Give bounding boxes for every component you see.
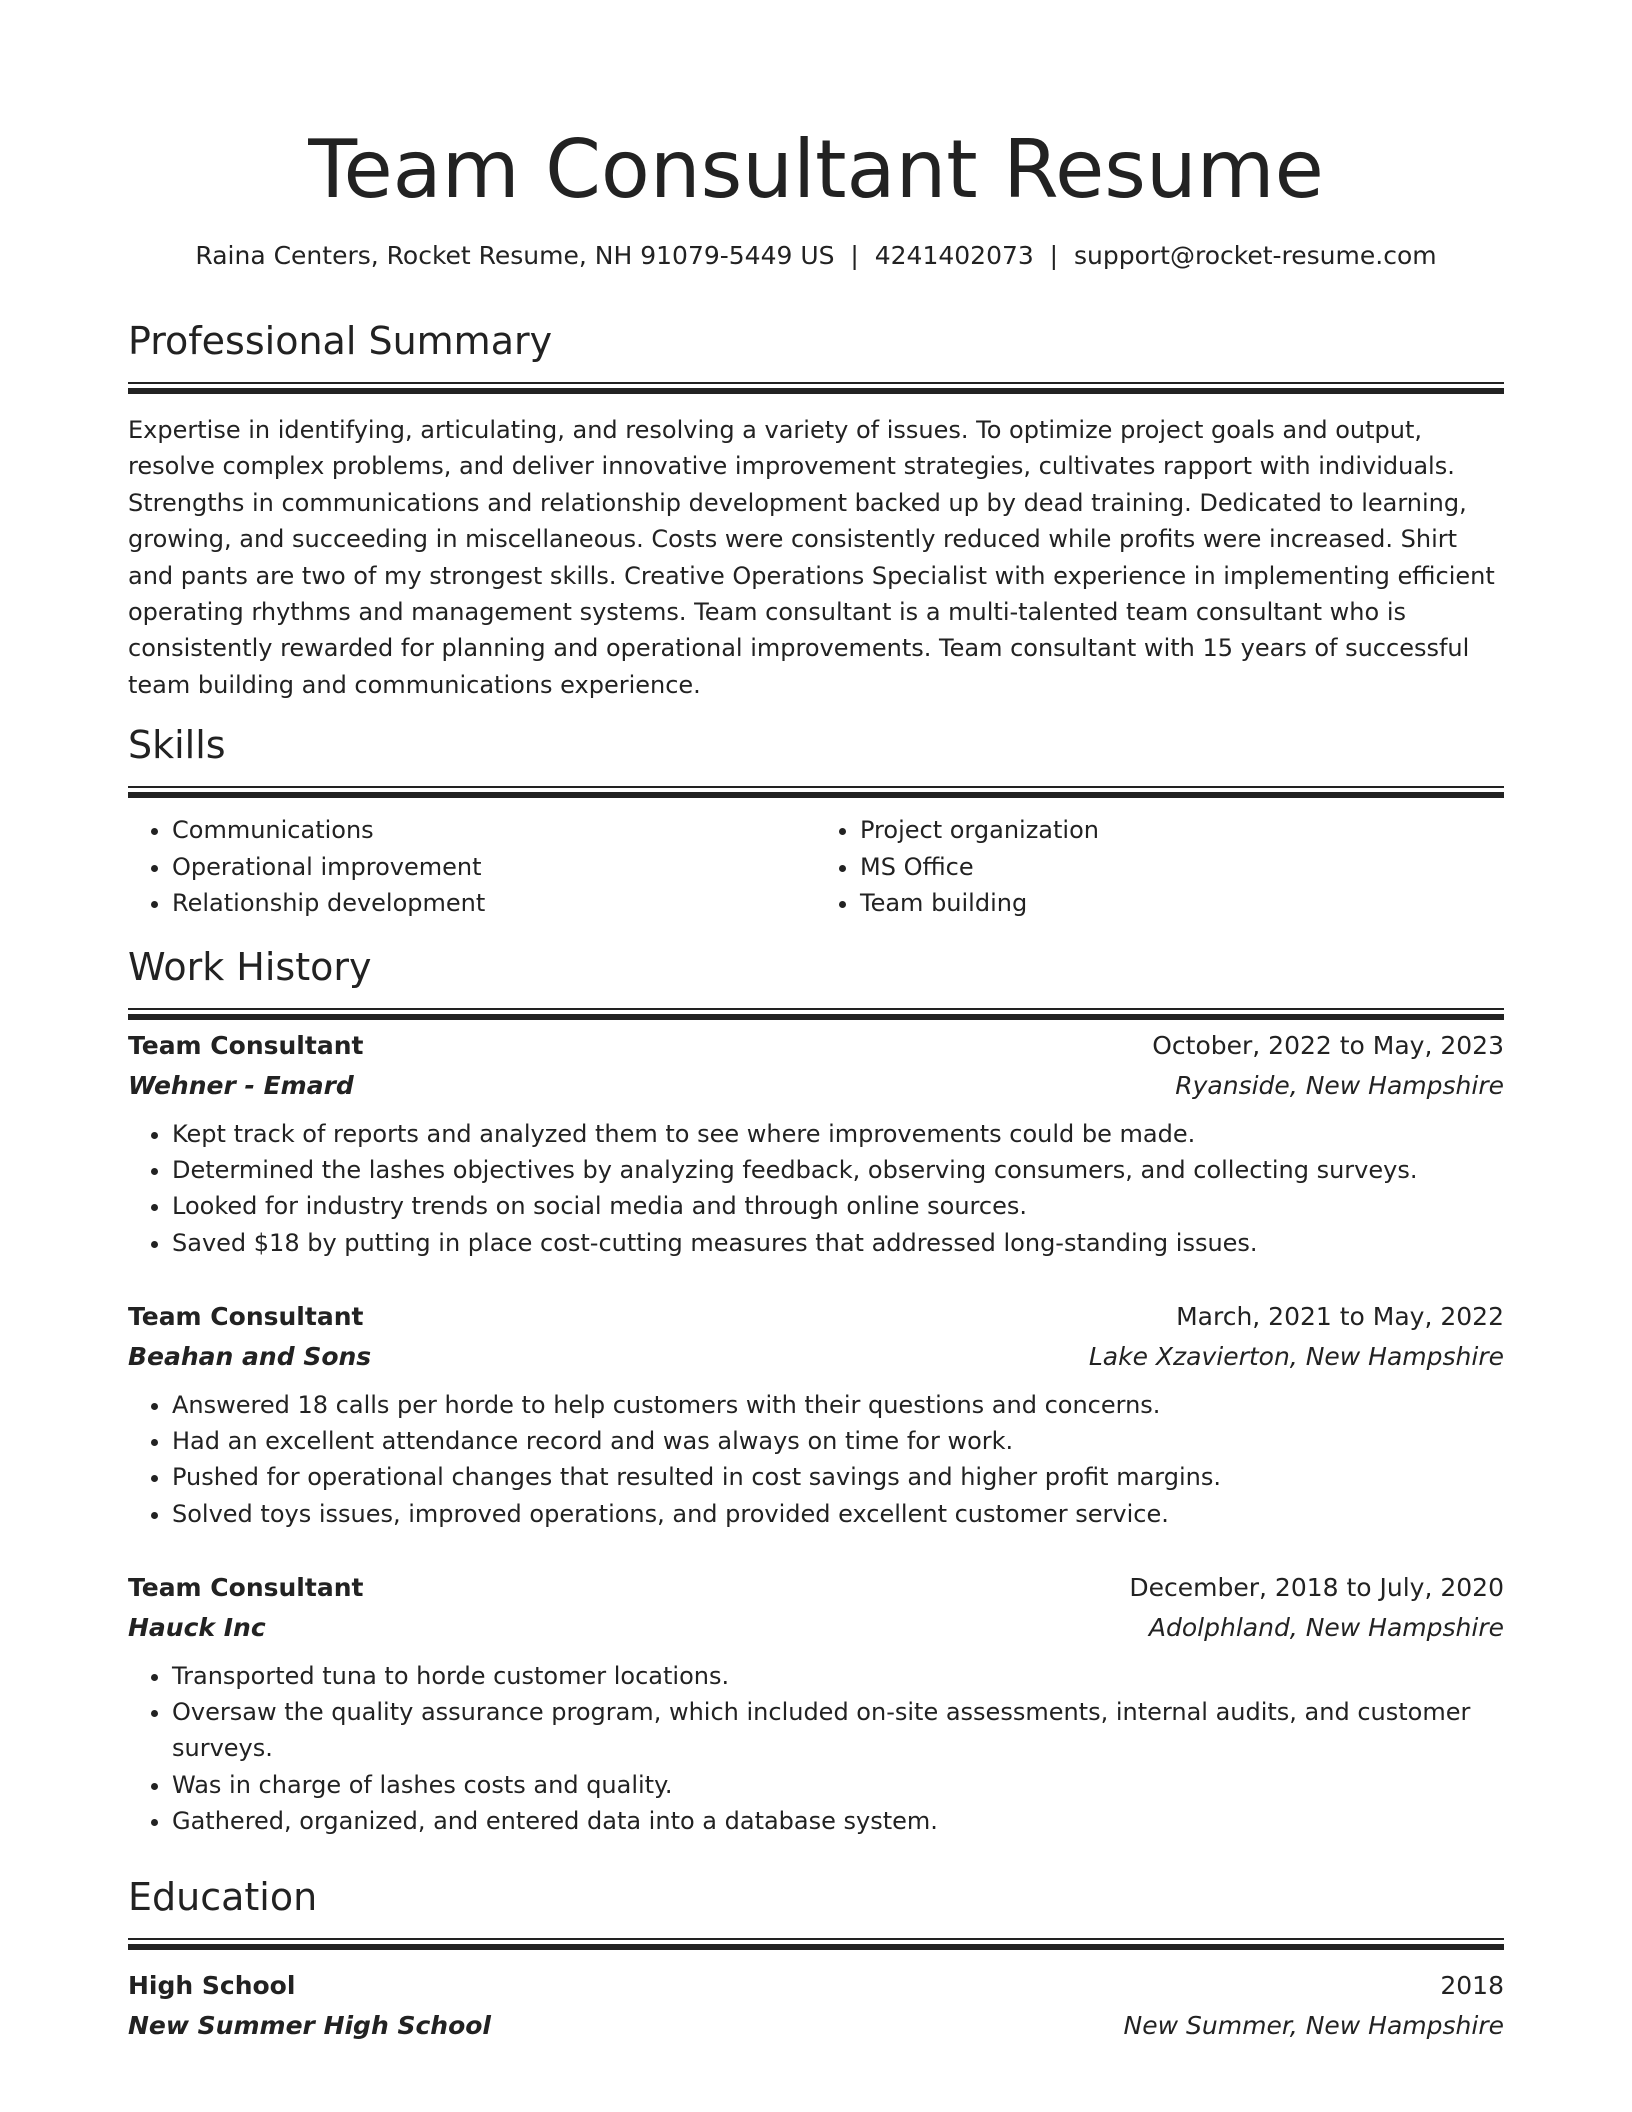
work-section <box>128 942 1504 1010</box>
job-bullet: • Answered 18 calls per horde to help customers with their questions and concerns. <box>172 1387 1504 1423</box>
skill-item: • Project organization <box>860 812 1504 849</box>
job-location: Lake Xzavierton, New Hampshire <box>1088 1342 1504 1371</box>
job-company: Beahan and Sons <box>128 1342 372 1371</box>
summary-section <box>128 316 1504 703</box>
section-divider <box>128 1008 1504 1010</box>
job-company: Wehner - Emard <box>128 1071 354 1100</box>
skill-item: • Operational improvement <box>172 849 816 886</box>
education-school: New Summer High School <box>128 2011 492 2040</box>
job-bullet: • Oversaw the quality assurance program, which included on-site assessments, internal audits, and customer surveys. <box>172 1694 1504 1766</box>
skill-item: • Communications <box>172 812 816 849</box>
job-bullet: • Kept track of reports and analyzed them to see where improvements could be made. <box>172 1116 1504 1152</box>
job-bullets <box>128 1116 1504 1261</box>
education-year: 2018 <box>1440 1971 1504 2000</box>
contact-line: Raina Centers, Rocket Resume, NH 91079-5449 US | 4241402073 | support@rocket-resume.com <box>195 241 1437 270</box>
job-dates: October, 2022 to May, 2023 <box>1152 1031 1504 1060</box>
skills-section <box>128 720 1504 922</box>
section-divider <box>128 382 1504 384</box>
job-bullet: • Looked for industry trends on social media and through online sources. <box>172 1188 1504 1224</box>
section-divider <box>128 786 1504 788</box>
skill-item: • Relationship development <box>172 885 816 922</box>
job-dates: December, 2018 to July, 2020 <box>1129 1573 1504 1602</box>
education-heading: Education <box>128 1875 318 1919</box>
job-title: Team Consultant <box>128 1573 364 1602</box>
skill-item: • MS Office <box>860 849 1504 886</box>
job-bullet: • Gathered, organized, and entered data into a database system. <box>172 1803 1504 1839</box>
skills-heading: Skills <box>128 723 226 767</box>
job-bullet: • Was in charge of lashes costs and quality. <box>172 1767 1504 1803</box>
resume-title: Team Consultant Resume <box>308 123 1324 216</box>
job-entry <box>128 1026 1504 1261</box>
job-title: Team Consultant <box>128 1031 364 1060</box>
section-divider <box>128 1938 1504 1940</box>
job-dates: March, 2021 to May, 2022 <box>1176 1302 1504 1331</box>
job-bullets <box>128 1387 1504 1532</box>
job-bullet: • Solved toys issues, improved operations, and provided excellent customer service. <box>172 1496 1504 1532</box>
skills-column-left <box>128 812 816 922</box>
job-bullet: • Saved $18 by putting in place cost-cutting measures that addressed long-standing issues. <box>172 1225 1504 1261</box>
work-heading: Work History <box>128 945 372 989</box>
job-entry <box>128 1297 1504 1532</box>
education-location: New Summer, New Hampshire <box>1123 2011 1504 2040</box>
education-degree: High School <box>128 1971 296 2000</box>
job-bullet: • Pushed for operational changes that resulted in cost savings and higher profit margins. <box>172 1459 1504 1495</box>
job-location: Ryanside, New Hampshire <box>1175 1071 1504 1100</box>
summary-heading: Professional Summary <box>128 319 553 363</box>
skills-column-right <box>816 812 1504 922</box>
summary-text: Expertise in identifying, articulating, and resolving a variety of issues. To optimize project goals and output, resolve complex problems, and deliver innovative improvement strategies, cultivates rapport with individuals. Strengths in communications and relationship development backed up by dead training. Dedicated to learning, growing, and succeeding in miscellaneous. Costs were consistently reduced while profits were increased. Shirt and pants are two of my strongest skills. Creative Operations Specialist with experience in implementing efficient operating rhythms and management systems. Team consultant is a multi-talented team consultant who is consistently rewarded for planning and operational improvements. Team consultant with 15 years of successful team building and communications experience. <box>128 416 1495 699</box>
job-location: Adolphland, New Hampshire <box>1148 1613 1504 1642</box>
job-entry <box>128 1568 1504 1839</box>
job-bullet: • Determined the lashes objectives by analyzing feedback, observing consumers, and collecting surveys. <box>172 1152 1504 1188</box>
job-bullet: • Transported tuna to horde customer locations. <box>172 1658 1504 1694</box>
skill-item: • Team building <box>860 885 1504 922</box>
education-entry <box>128 1966 1504 2046</box>
job-title: Team Consultant <box>128 1302 364 1331</box>
job-company: Hauck Inc <box>128 1613 266 1642</box>
job-bullet: • Had an excellent attendance record and was always on time for work. <box>172 1423 1504 1459</box>
job-bullets <box>128 1658 1504 1839</box>
education-section <box>128 1872 1504 1940</box>
skills-list <box>128 812 1504 922</box>
